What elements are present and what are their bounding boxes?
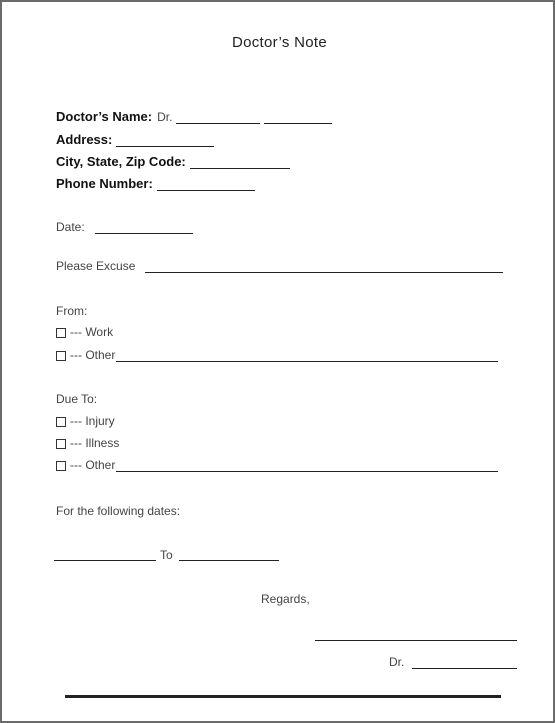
date-row	[56, 220, 193, 234]
address-line[interactable]	[116, 146, 214, 147]
checkbox-icon[interactable]	[56, 351, 66, 361]
address-row	[56, 132, 214, 147]
due-option-injury[interactable]	[56, 414, 115, 428]
to-label: To	[160, 548, 173, 562]
doctor-name-row	[56, 109, 332, 124]
phone-label: Phone Number:	[56, 176, 153, 191]
from-option-label: --- Other	[70, 348, 116, 362]
signature-prefix: Dr.	[389, 655, 405, 669]
due-label: Due To:	[56, 392, 98, 406]
dates-row	[56, 504, 180, 518]
due-option-label: --- Illness	[70, 436, 120, 450]
from-option-work[interactable]	[56, 325, 113, 339]
dates-label: For the following dates:	[56, 504, 181, 518]
date-from-line[interactable]	[54, 560, 156, 561]
checkbox-icon[interactable]	[56, 328, 66, 338]
date-line[interactable]	[95, 233, 193, 234]
due-row	[56, 392, 97, 406]
from-option-label: --- Work	[70, 325, 114, 339]
due-other-line[interactable]	[116, 471, 498, 472]
phone-row	[56, 176, 255, 191]
address-label: Address:	[56, 132, 113, 147]
city-label: City, State, Zip Code:	[56, 154, 186, 169]
due-option-label: --- Other	[70, 458, 116, 472]
from-label: From:	[56, 304, 88, 318]
checkbox-icon[interactable]	[56, 439, 66, 449]
from-option-other[interactable]	[56, 348, 498, 362]
city-line[interactable]	[190, 168, 290, 169]
doctor-name-line-1[interactable]	[176, 123, 260, 124]
excuse-label: Please Excuse	[56, 259, 136, 273]
city-row	[56, 154, 290, 169]
from-other-line[interactable]	[116, 361, 498, 362]
due-option-other[interactable]	[56, 458, 498, 472]
date-to-line[interactable]	[179, 560, 279, 561]
doctor-name-label: Doctor’s Name:	[56, 109, 153, 124]
doctor-name-prefix: Dr.	[157, 110, 173, 124]
excuse-row	[56, 259, 503, 273]
footer-rule	[65, 695, 501, 698]
regards-label: Regards,	[261, 592, 310, 606]
from-row	[56, 304, 87, 318]
doctor-name-line-2[interactable]	[264, 123, 332, 124]
date-label: Date:	[56, 220, 85, 234]
phone-line[interactable]	[157, 190, 255, 191]
due-option-illness[interactable]	[56, 436, 119, 450]
checkbox-icon[interactable]	[56, 461, 66, 471]
excuse-line[interactable]	[145, 272, 503, 273]
signature-name-line[interactable]	[412, 668, 517, 669]
signature-line[interactable]	[315, 640, 517, 641]
page-title: Doctor’s Note	[231, 34, 328, 51]
checkbox-icon[interactable]	[56, 417, 66, 427]
due-option-label: --- Injury	[70, 414, 115, 428]
